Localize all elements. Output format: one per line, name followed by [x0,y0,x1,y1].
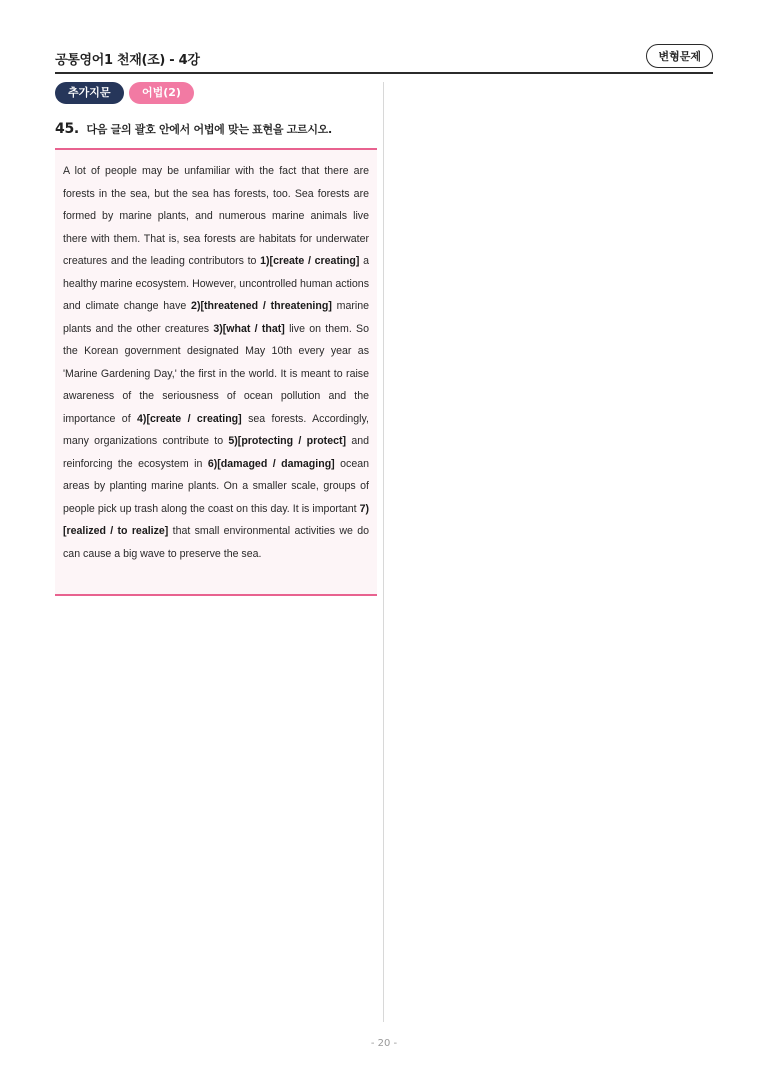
type-tag: 어법(2) [129,82,194,104]
passage-text [63,160,369,565]
passage-segment: marine plants and the other creatures [63,300,369,335]
question-prompt [55,121,377,137]
page-title: 공통영어1 천재(조) - 4강 [55,53,200,68]
column-divider [383,82,384,1022]
passage-segment: a healthy marine ecosystem. However, uncontrolled human actions and climate change have [63,255,370,312]
question-text: 다음 글의 괄호 안에서 어법에 맞는 표현을 고르시오. [86,123,332,136]
blank-3: 3)[what / that] [213,322,285,335]
passage-box [55,148,377,596]
page-number: - 20 - [370,1038,398,1049]
variant-problem-badge: 변형문제 [646,44,713,68]
passage-segment: sea forests. Accordingly, many organizations contribute to [63,412,369,447]
blank-5: 5)[protecting / protect] [228,435,347,447]
header-divider [55,72,713,74]
blank-4: 4)[create / creating] [137,412,242,425]
blank-1: 1)[create / creating] [260,255,360,267]
question-number: 45. [55,121,79,137]
category-tag: 추가지문 [55,82,124,104]
passage-segment: A lot of people may be unfamiliar with the fact that there are forests in the sea, but the sea has forests, too. Sea forests are formed by marine plants, and numerous marine animals live there with them. That is, sea forests are habitats for underwater creatures and the leading contributors to [63,165,369,267]
passage-segment: that small environmental activities we do can cause a big wave to preserve the sea. [63,525,369,560]
passage-segment: ocean areas by planting marine plants. On a smaller scale, groups of people pick up trash along the coast on this day. It is important [63,457,369,515]
blank-7: 7)[realized / to realize] [63,502,369,537]
blank-6: 6)[damaged / damaging] [207,457,335,470]
blank-2: 2)[threatened / threatening] [191,300,332,312]
passage-segment: live on them. So the Korean government designated May 10th every year as 'Marine Gardening Day,' the first in the world. It is meant to raise awareness of the seriousness of ocean pollution and the importance of [63,322,370,425]
passage-segment: and reinforcing the ecosystem in [63,435,369,470]
